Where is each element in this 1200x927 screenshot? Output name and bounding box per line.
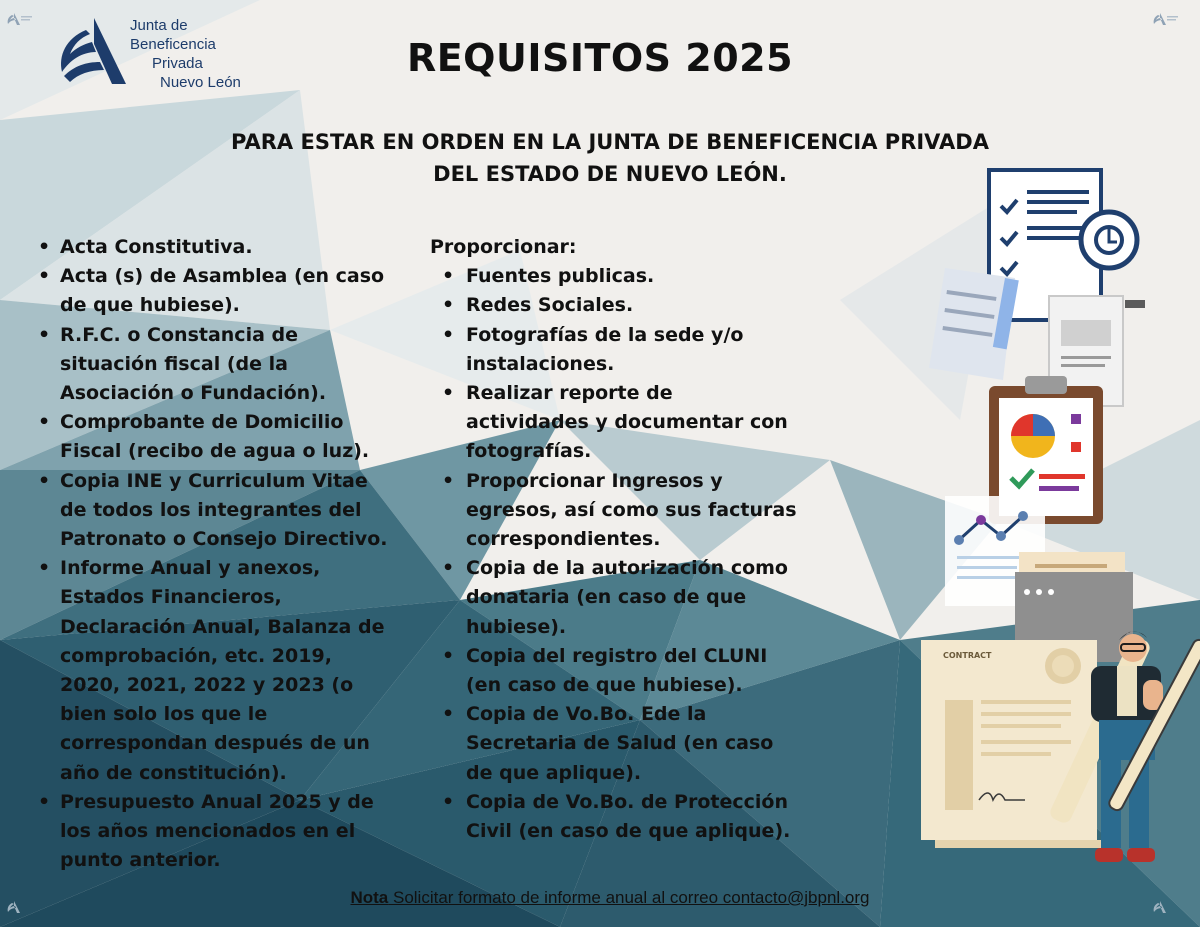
corner-logo-icon xyxy=(1152,12,1180,26)
gear-icon xyxy=(1081,212,1137,268)
requirements-list-right xyxy=(430,233,800,846)
list-item: • Presupuesto Anual 2025 y de los años mencionados en el punto anterior. xyxy=(34,788,394,876)
requirements-list-left xyxy=(34,233,394,875)
note-text: Solicitar formato de informe anual al correo contacto@jbpnl.org xyxy=(388,888,870,907)
paper-icon xyxy=(929,268,1019,380)
list-item: • Proporcionar Ingresos y egresos, así como sus facturas correspondientes. xyxy=(430,467,800,555)
list-item: • Acta (s) de Asamblea (en caso de que hubiese). xyxy=(34,262,394,320)
subtitle-line: PARA ESTAR EN ORDEN EN LA JUNTA DE BENEFICENCIA PRIVADA xyxy=(231,130,989,154)
list-item: • Copia INE y Curriculum Vitae de todos los integrantes del Patronato o Consejo Directivo. xyxy=(34,467,394,555)
logo-line: Junta de xyxy=(130,17,188,34)
logo-line: Nuevo León xyxy=(160,74,241,91)
list-item: • Fotografías de la sede y/o instalaciones. xyxy=(430,321,800,379)
list-item: • Copia de la autorización como donataria (en caso de que hubiese). xyxy=(430,554,800,642)
subtitle-line: DEL ESTADO DE NUEVO LEÓN. xyxy=(433,162,787,186)
note-label: Nota xyxy=(350,888,389,907)
list-item: • Realizar reporte de actividades y documentar con fotografías. xyxy=(430,379,800,467)
corner-logo-icon xyxy=(6,12,34,26)
list-item: • Comprobante de Domicilio Fiscal (recibo de agua o luz). xyxy=(34,408,394,466)
list-intro: Proporcionar: xyxy=(430,236,577,258)
footer-note xyxy=(0,888,1200,908)
list-item: • Copia de Vo.Bo. Ede la Secretaria de Salud (en caso de que aplique). xyxy=(430,700,800,788)
list-item: • Copia del registro del CLUNI (en caso de que hubiese). xyxy=(430,642,800,700)
list-item: • Redes Sociales. xyxy=(430,291,800,320)
list-item: • R.F.C. o Constancia de situación fiscal (de la Asociación o Fundación). xyxy=(34,321,394,409)
list-item: • Acta Constitutiva. xyxy=(34,233,394,262)
list-item: • Copia de Vo.Bo. de Protección Civil (en caso de que aplique). xyxy=(430,788,800,846)
documents-illustration xyxy=(915,160,1200,890)
logo-line: Privada xyxy=(152,55,203,72)
contract-label: CONTRACT xyxy=(943,651,992,660)
list-item: • Informe Anual y anexos, Estados Financieros, Declaración Anual, Balanza de comprobación, etc. 2019, 2020, 2021, 2022 y 2023 (o bien solo los que le correspondan después de un año de constitución). xyxy=(34,554,394,788)
list-item: • Fuentes publicas. xyxy=(430,262,800,291)
logo-line: Beneficencia xyxy=(130,36,216,53)
page-title: REQUISITOS 2025 xyxy=(406,36,794,80)
